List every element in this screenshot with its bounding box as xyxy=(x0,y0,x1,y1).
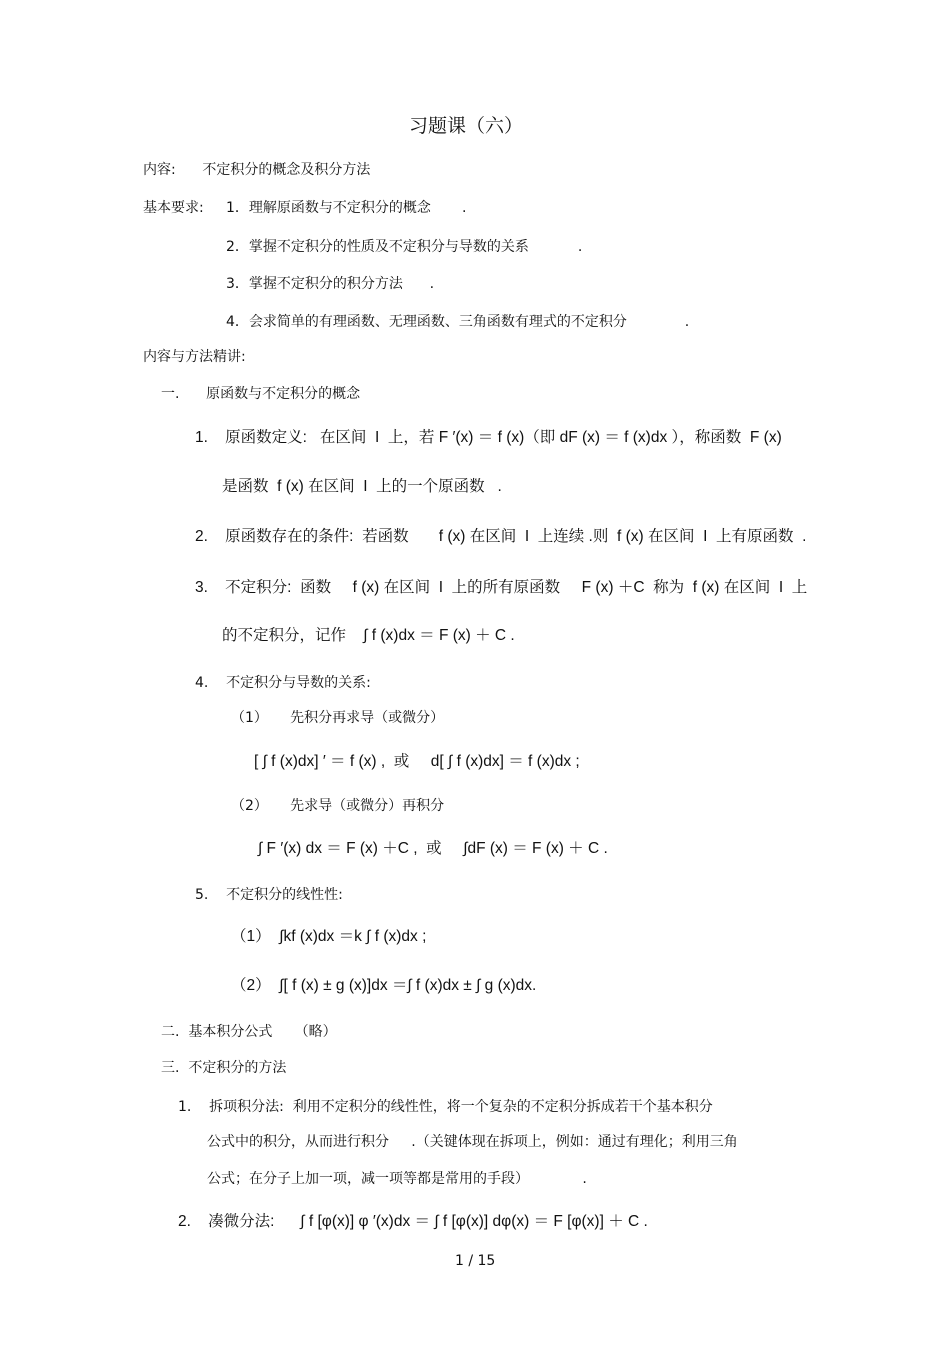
requirements-item-3: 3．掌握不定积分的积分方法 . xyxy=(226,276,435,292)
relation-formula-2: ∫ F ′(x) dx ＝ F (x) ＋C , 或 ∫dF (x) ＝ F (x) ＋ C . xyxy=(258,840,608,857)
indefinite-integral-definition: 3. 不定积分: 函数 f (x) 在区间 I 上的所有原函数 F (x) ＋C 称为 f (x) 在区间 I 上 xyxy=(195,579,808,596)
section-3-heading: 三. 不定积分的方法 xyxy=(161,1060,287,1076)
linearity-formula-2: （2） ∫[ f (x) ± g (x)]dx ＝∫ f (x)dx ± ∫ g (x)dx. xyxy=(231,977,537,994)
relation-sub-2: （2） 先求导（或微分）再积分 xyxy=(231,798,445,814)
method-heading: 内容与方法精讲: xyxy=(143,349,246,365)
relation-formula-1: [ ∫ f (x)dx] ′ ＝ f (x) , 或 d[ ∫ f (x)dx] ＝ f (x)dx ; xyxy=(254,753,580,770)
linearity-heading: 5. 不定积分的线性性: xyxy=(195,887,343,903)
section-2-heading: 二. 基本积分公式 （略） xyxy=(161,1024,337,1040)
requirements-item-4: 4．会求简单的有理函数、无理函数、三角函数有理式的不定积分 . xyxy=(226,314,690,330)
page-title: 习题课（六） xyxy=(409,115,524,137)
indefinite-integral-notation: 的不定积分，记作 ∫ f (x)dx ＝ F (x) ＋ C . xyxy=(222,627,515,644)
requirements-item-2: 2．掌握不定积分的性质及不定积分与导数的关系 . xyxy=(226,239,583,255)
section-1-heading: 一. 原函数与不定积分的概念 xyxy=(161,386,361,402)
relation-sub-1: （1） 先积分再求导（或微分） xyxy=(231,710,445,726)
splitting-method-line-1: 1. 拆项积分法: 利用不定积分的线性性，将一个复杂的不定积分拆成若干个基本积分 xyxy=(178,1099,713,1115)
linearity-formula-1: （1） ∫kf (x)dx ＝k ∫ f (x)dx ; xyxy=(231,928,427,945)
antiderivative-definition: 1. 原函数定义: 在区间 I 上，若 F ′(x) ＝ f (x)（即 dF (x) ＝ f (x)dx ），称函数 F (x) xyxy=(195,429,782,446)
antiderivative-definition-cont: 是函数 f (x) 在区间 I 上的一个原函数 . xyxy=(222,478,502,495)
existence-condition: 2. 原函数存在的条件: 若函数 f (x) 在区间 I 上连续 .则 f (x) 在区间 I 上有原函数 . xyxy=(195,528,807,545)
relation-heading: 4. 不定积分与导数的关系: xyxy=(195,675,371,691)
requirements-item-1: 基本要求: 1．理解原函数与不定积分的概念 . xyxy=(143,200,467,216)
content-line: 内容: 不定积分的概念及积分方法 xyxy=(143,162,371,178)
substitution-method: 2. 凑微分法: ∫ f [φ(x)] φ ′(x)dx ＝ ∫ f [φ(x)] dφ(x) ＝ F [φ(x)] ＋ C . xyxy=(178,1213,648,1230)
splitting-method-line-3: 公式；在分子上加一项，减一项等都是常用的手段） . xyxy=(207,1171,587,1187)
splitting-method-line-2: 公式中的积分，从而进行积分 .（关键体现在拆项上，例如：通过有理化；利用三角 xyxy=(207,1134,738,1150)
page-number: 1 / 15 xyxy=(455,1253,496,1269)
